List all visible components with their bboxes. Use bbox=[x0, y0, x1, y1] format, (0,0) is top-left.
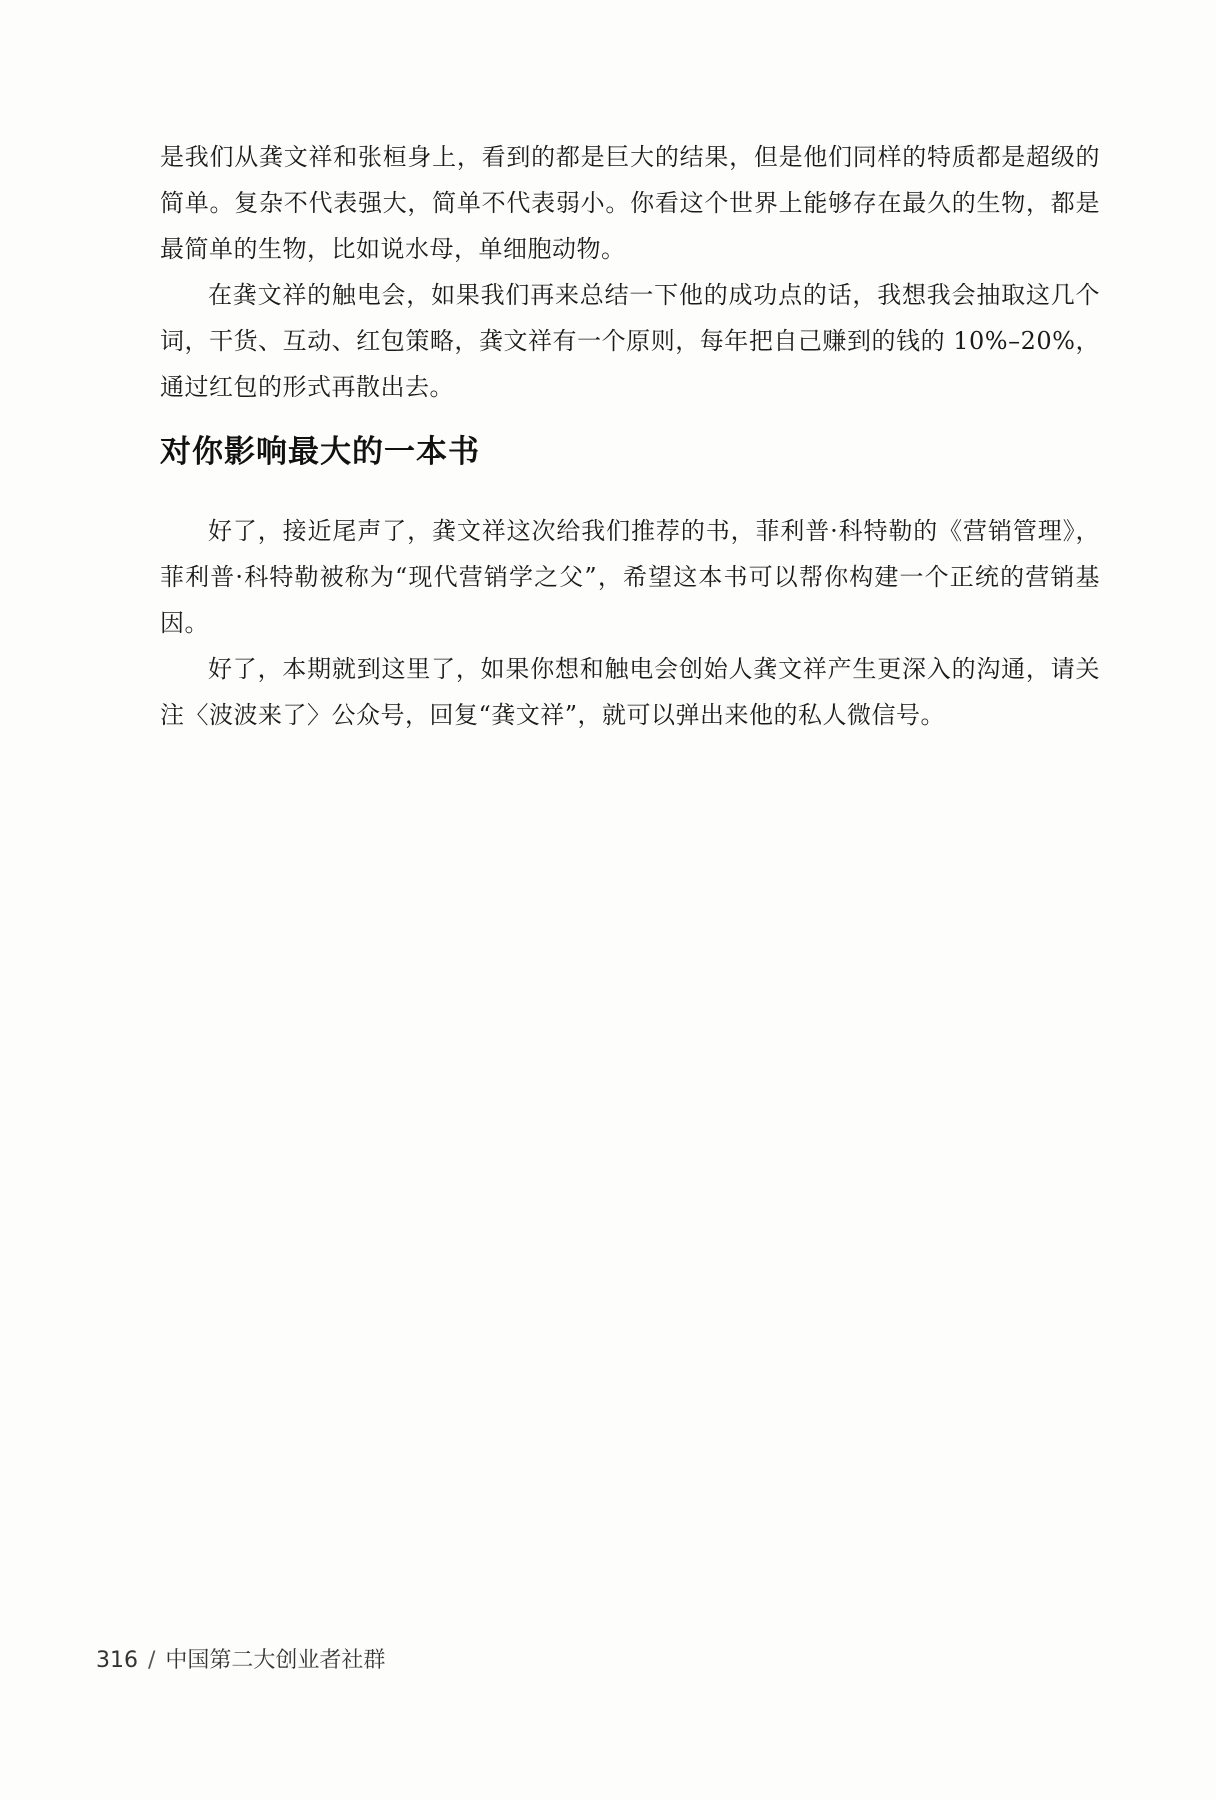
paragraph-summary: 在龚文祥的触电会，如果我们再来总结一下他的成功点的话，我想我会抽取这几个词，干货、互动、红包策略，龚文祥有一个原则，每年把自己赚到的钱的 10%–20%，通过红包的形式再散出去。 bbox=[160, 281, 1100, 401]
page-number: 316 bbox=[96, 1648, 138, 1673]
footer-separator: / bbox=[148, 1648, 156, 1673]
page-footer bbox=[96, 1646, 385, 1676]
top-text-block bbox=[160, 134, 1100, 410]
paragraph-continued: 是我们从龚文祥和张桓身上，看到的都是巨大的结果，但是他们同样的特质都是超级的简单。复杂不代表强大，简单不代表弱小。你看这个世界上能够存在最久的生物，都是最简单的生物，比如说水母，单细胞动物。 bbox=[160, 143, 1100, 263]
paragraph-closing: 好了，本期就到这里了，如果你想和触电会创始人龚文祥产生更深入的沟通，请关注〈波波来了〉公众号，回复“龚文祥”，就可以弹出来他的私人微信号。 bbox=[160, 655, 1100, 729]
paragraph-book-recommendation: 好了，接近尾声了，龚文祥这次给我们推荐的书，菲利普·科特勒的《营销管理》，菲利普·科特勒被称为“现代营销学之父”，希望这本书可以帮你构建一个正统的营销基因。 bbox=[160, 517, 1100, 637]
section-heading: 对你影响最大的一本书 bbox=[160, 434, 480, 470]
book-title: 中国第二大创业者社群 bbox=[165, 1648, 386, 1673]
bottom-text-block bbox=[160, 508, 1100, 738]
